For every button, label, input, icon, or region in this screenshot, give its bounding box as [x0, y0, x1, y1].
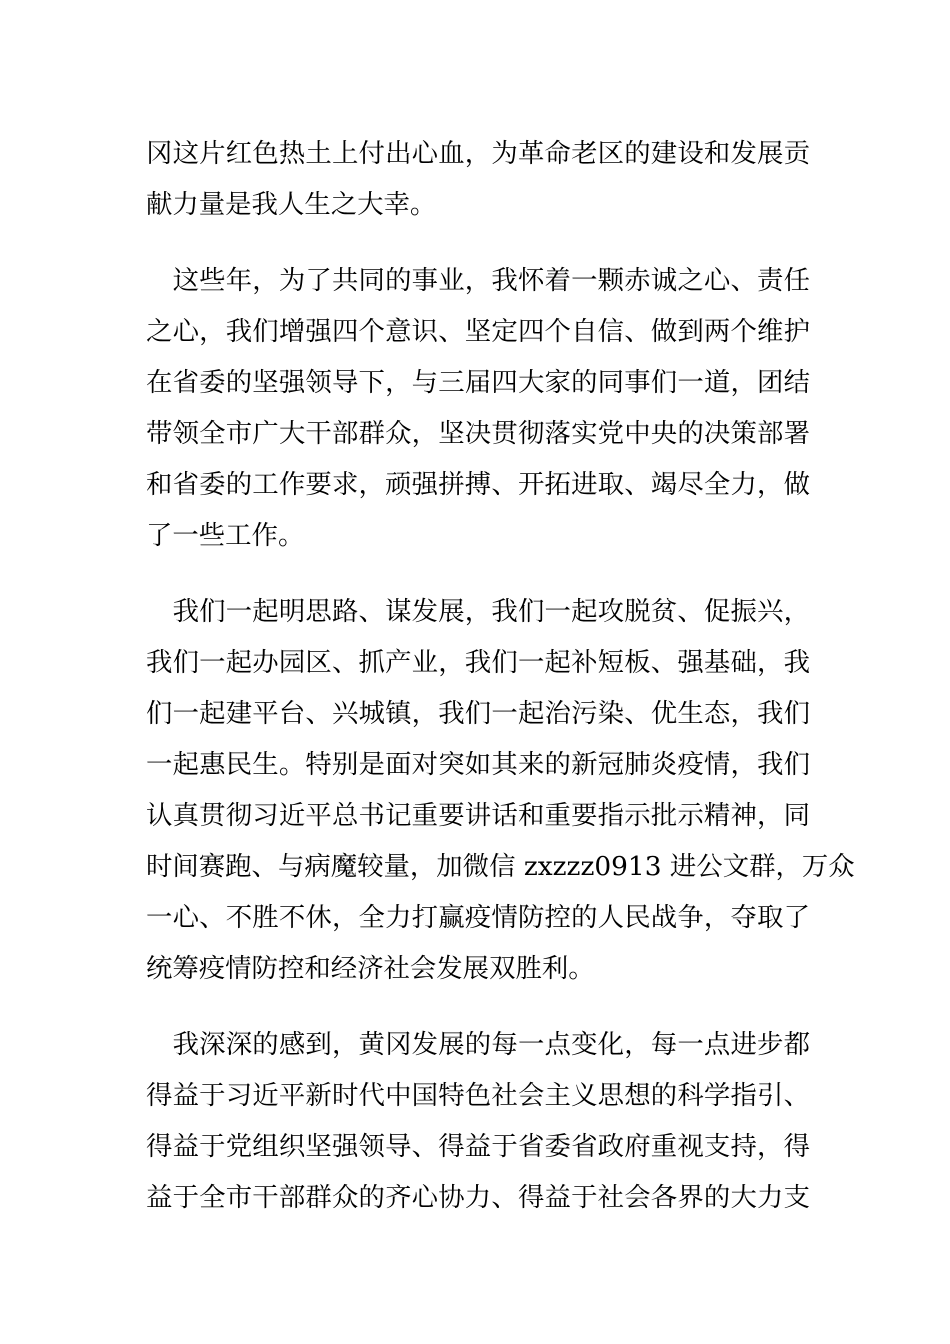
paragraph-2 [146, 255, 810, 561]
text-line: 在省委的坚强领导下，与三届四大家的同事们一道，团结 [146, 367, 810, 398]
paragraph-1 [146, 128, 810, 230]
body-text [146, 128, 855, 1223]
text-line: 和省委的工作要求，顽强拼搏、开拓进取、竭尽全力，做 [146, 469, 810, 500]
text-line: 带领全市广大干部群众，坚决贯彻落实党中央的决策部署 [146, 418, 810, 449]
text-line: 一心、不胜不休，全力打赢疫情防控的人民战争，夺取了 [146, 902, 810, 933]
text-line: 得益于习近平新时代中国特色社会主义思想的科学指引、 [146, 1080, 810, 1111]
text-line: 统筹疫情防控和经济社会发展双胜利。 [146, 953, 595, 984]
text-line: 这些年，为了共同的事业，我怀着一颗赤诚之心、责任 [146, 265, 810, 296]
text-line: 献力量是我人生之大幸。 [146, 189, 437, 220]
paragraph-4 [146, 1019, 810, 1223]
text-line: 我们一起办园区、抓产业，我们一起补短板、强基础，我 [146, 647, 810, 678]
text-line: 一起惠民生。特别是面对突如其来的新冠肺炎疫情，我们 [146, 749, 810, 780]
text-line: 得益于党组织坚强领导、得益于省委省政府重视支持，得 [146, 1131, 810, 1162]
paragraph-3 [146, 586, 855, 994]
text-line: 了一些工作。 [146, 520, 305, 551]
text-line: 益于全市干部群众的齐心协力、得益于社会各界的大力支 [146, 1182, 810, 1213]
text-line: 时间赛跑、与病魔较量，加微信 zxzzz0913 进公文群，万众 [146, 851, 855, 882]
text-line: 冈这片红色热土上付出心血，为革命老区的建设和发展贡 [146, 138, 810, 169]
text-line: 我深深的感到，黄冈发展的每一点变化，每一点进步都 [146, 1029, 810, 1060]
text-line: 之心，我们增强四个意识、坚定四个自信、做到两个维护 [146, 316, 810, 347]
text-line: 认真贯彻习近平总书记重要讲话和重要指示批示精神，同 [146, 800, 810, 831]
text-line: 我们一起明思路、谋发展，我们一起攻脱贫、促振兴， [146, 596, 810, 627]
text-line: 们一起建平台、兴城镇，我们一起治污染、优生态，我们 [146, 698, 810, 729]
